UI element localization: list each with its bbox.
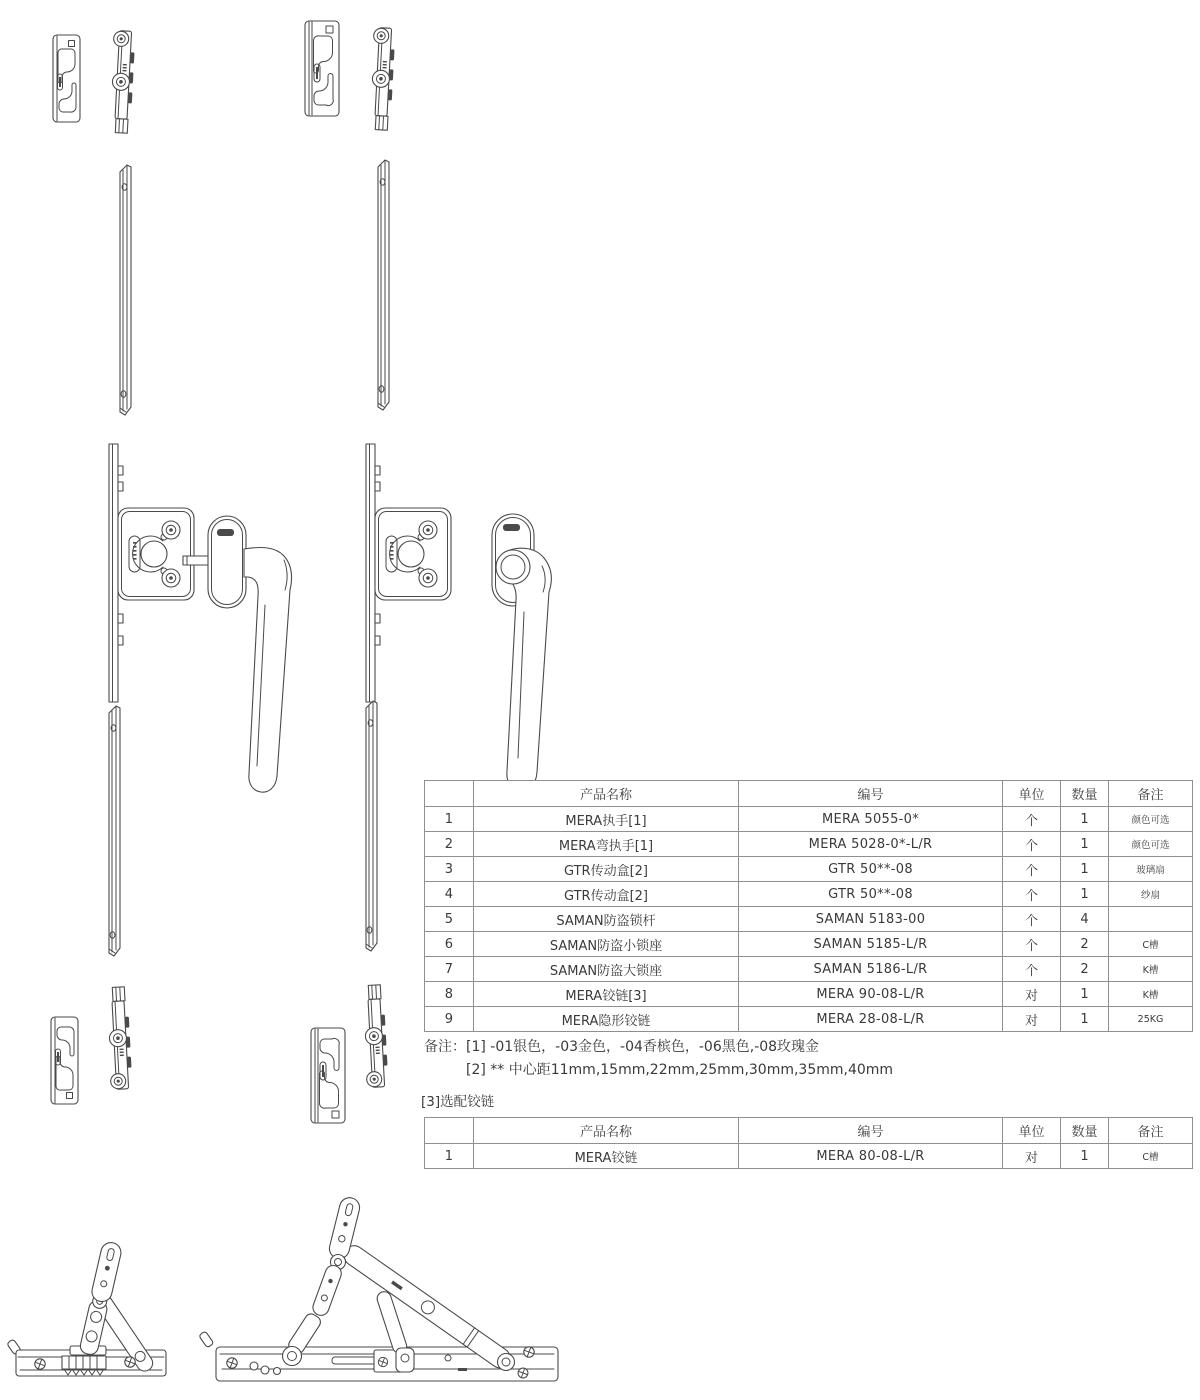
cell-code: MERA 28-08-L/R <box>739 1007 1003 1032</box>
cell-index: 4 <box>425 882 474 907</box>
cell-remark: C槽 <box>1109 1144 1193 1169</box>
table-row <box>425 807 1193 832</box>
cell-name: SAMAN防盗锁杆 <box>474 907 739 932</box>
cell-unit: 个 <box>1003 807 1061 832</box>
cell-remark: 纱扇 <box>1109 882 1193 907</box>
table-row <box>425 932 1193 957</box>
cell-qty: 1 <box>1061 1144 1109 1169</box>
note-line-1: [1] -01银色，-03金色，-04香槟色，-06黑色,-08玫瑰金 <box>466 1039 820 1055</box>
cell-unit: 个 <box>1003 857 1061 882</box>
optional-section-label: [3]选配铰链 <box>421 1094 495 1110</box>
cell-remark: K槽 <box>1109 957 1193 982</box>
header-name: 产品名称 <box>474 1118 739 1144</box>
cell-name: SAMAN防盗大锁座 <box>474 957 739 982</box>
header-index <box>425 781 474 807</box>
gearbox-assembly-right <box>366 444 451 702</box>
cell-qty: 1 <box>1061 882 1109 907</box>
lock-rod-lower-right <box>366 701 377 951</box>
header-remark: 备注 <box>1109 1118 1193 1144</box>
cell-code: GTR 50**-08 <box>739 857 1003 882</box>
window-handle-bent <box>492 514 551 791</box>
cell-index: 1 <box>425 1144 474 1169</box>
gearbox-assembly-left <box>109 444 194 702</box>
hinge-link <box>311 1263 344 1317</box>
cell-code: MERA 80-08-L/R <box>739 1144 1003 1169</box>
cell-code: SAMAN 5183-00 <box>739 907 1003 932</box>
cell-index: 9 <box>425 1007 474 1032</box>
header-unit: 单位 <box>1003 781 1061 807</box>
cell-remark: 25KG <box>1109 1007 1193 1032</box>
cell-index: 2 <box>425 832 474 857</box>
cell-unit: 个 <box>1003 907 1061 932</box>
table-row <box>425 832 1193 857</box>
cell-qty: 1 <box>1061 982 1109 1007</box>
cell-index: 1 <box>425 807 474 832</box>
cell-name: GTR传动盒[2] <box>474 882 739 907</box>
cell-unit: 对 <box>1003 1007 1061 1032</box>
table-row <box>425 1007 1193 1032</box>
table-row <box>425 882 1193 907</box>
cell-index: 7 <box>425 957 474 982</box>
cell-unit: 对 <box>1003 1144 1061 1169</box>
lock-keeper-large-top-right <box>305 21 339 116</box>
notes-block <box>424 1036 893 1082</box>
cell-index: 5 <box>425 907 474 932</box>
cell-remark: 颜色可选 <box>1109 807 1193 832</box>
cell-name: MERA铰链[3] <box>474 982 739 1007</box>
cell-unit: 个 <box>1003 832 1061 857</box>
cell-qty: 1 <box>1061 857 1109 882</box>
cell-unit: 个 <box>1003 932 1061 957</box>
header-code: 编号 <box>739 781 1003 807</box>
table-row <box>425 982 1193 1007</box>
cell-index: 3 <box>425 857 474 882</box>
cell-code: SAMAN 5185-L/R <box>739 932 1003 957</box>
header-unit: 单位 <box>1003 1118 1061 1144</box>
table-row <box>425 857 1193 882</box>
corner-drive-bottom-left <box>106 987 133 1090</box>
header-qty: 数量 <box>1061 1118 1109 1144</box>
cell-unit: 个 <box>1003 957 1061 982</box>
cell-remark: 颜色可选 <box>1109 832 1193 857</box>
lock-keeper-small-bottom-left <box>51 1017 78 1104</box>
cell-code: MERA 5055-0* <box>739 807 1003 832</box>
cell-qty: 2 <box>1061 932 1109 957</box>
table-row <box>425 1144 1193 1169</box>
cell-qty: 4 <box>1061 907 1109 932</box>
corner-drive-bottom-right <box>362 985 389 1088</box>
cell-qty: 1 <box>1061 832 1109 857</box>
cell-remark <box>1109 907 1193 932</box>
header-index <box>425 1118 474 1144</box>
cell-unit: 个 <box>1003 882 1061 907</box>
cell-qty: 2 <box>1061 957 1109 982</box>
cell-name: SAMAN防盗小锁座 <box>474 932 739 957</box>
corner-drive-top-right <box>369 27 396 130</box>
cell-remark: 玻璃扇 <box>1109 857 1193 882</box>
cell-code: GTR 50**-08 <box>739 882 1003 907</box>
friction-hinge-large <box>199 1196 558 1381</box>
cell-name: MERA铰链 <box>474 1144 739 1169</box>
lock-rod-upper-right <box>378 160 389 410</box>
cell-remark: K槽 <box>1109 982 1193 1007</box>
lock-rod-lower-left <box>109 706 120 956</box>
lock-keeper-large-bottom-right <box>311 1028 345 1123</box>
notes-label: 备注： <box>424 1039 466 1055</box>
cell-name: MERA隐形铰链 <box>474 1007 739 1032</box>
header-qty: 数量 <box>1061 781 1109 807</box>
cell-index: 8 <box>425 982 474 1007</box>
cell-index: 6 <box>425 932 474 957</box>
cell-remark: C槽 <box>1109 932 1193 957</box>
brand-mark-icon <box>503 524 520 531</box>
hinge-main-arm <box>78 1241 123 1357</box>
cell-name: MERA弯执手[1] <box>474 832 739 857</box>
friction-hinge-small <box>7 1241 166 1376</box>
window-handle-straight <box>183 516 292 792</box>
note-line-2: [2] ** 中心距11mm,15mm,22mm,25mm,30mm,35mm,40mm <box>466 1062 894 1078</box>
table-row <box>425 957 1193 982</box>
header-code: 编号 <box>739 1118 1003 1144</box>
table-row <box>425 907 1193 932</box>
table-header-row <box>425 781 1193 807</box>
cell-name: MERA执手[1] <box>474 807 739 832</box>
optional-parts-table <box>424 1117 1193 1169</box>
table-header-row <box>425 1118 1193 1144</box>
cell-code: MERA 90-08-L/R <box>739 982 1003 1007</box>
cell-code: MERA 5028-0*-L/R <box>739 832 1003 857</box>
header-name: 产品名称 <box>474 781 739 807</box>
corner-drive-top-left <box>109 30 136 133</box>
cell-code: SAMAN 5186-L/R <box>739 957 1003 982</box>
cell-unit: 对 <box>1003 982 1061 1007</box>
lock-rod-upper-left <box>120 165 131 415</box>
cell-name: GTR传动盒[2] <box>474 857 739 882</box>
lock-keeper-small-top-left <box>53 35 80 122</box>
parts-table <box>424 780 1193 1032</box>
cell-qty: 1 <box>1061 807 1109 832</box>
cell-qty: 1 <box>1061 1007 1109 1032</box>
header-remark: 备注 <box>1109 781 1193 807</box>
brand-mark-icon <box>217 529 234 536</box>
